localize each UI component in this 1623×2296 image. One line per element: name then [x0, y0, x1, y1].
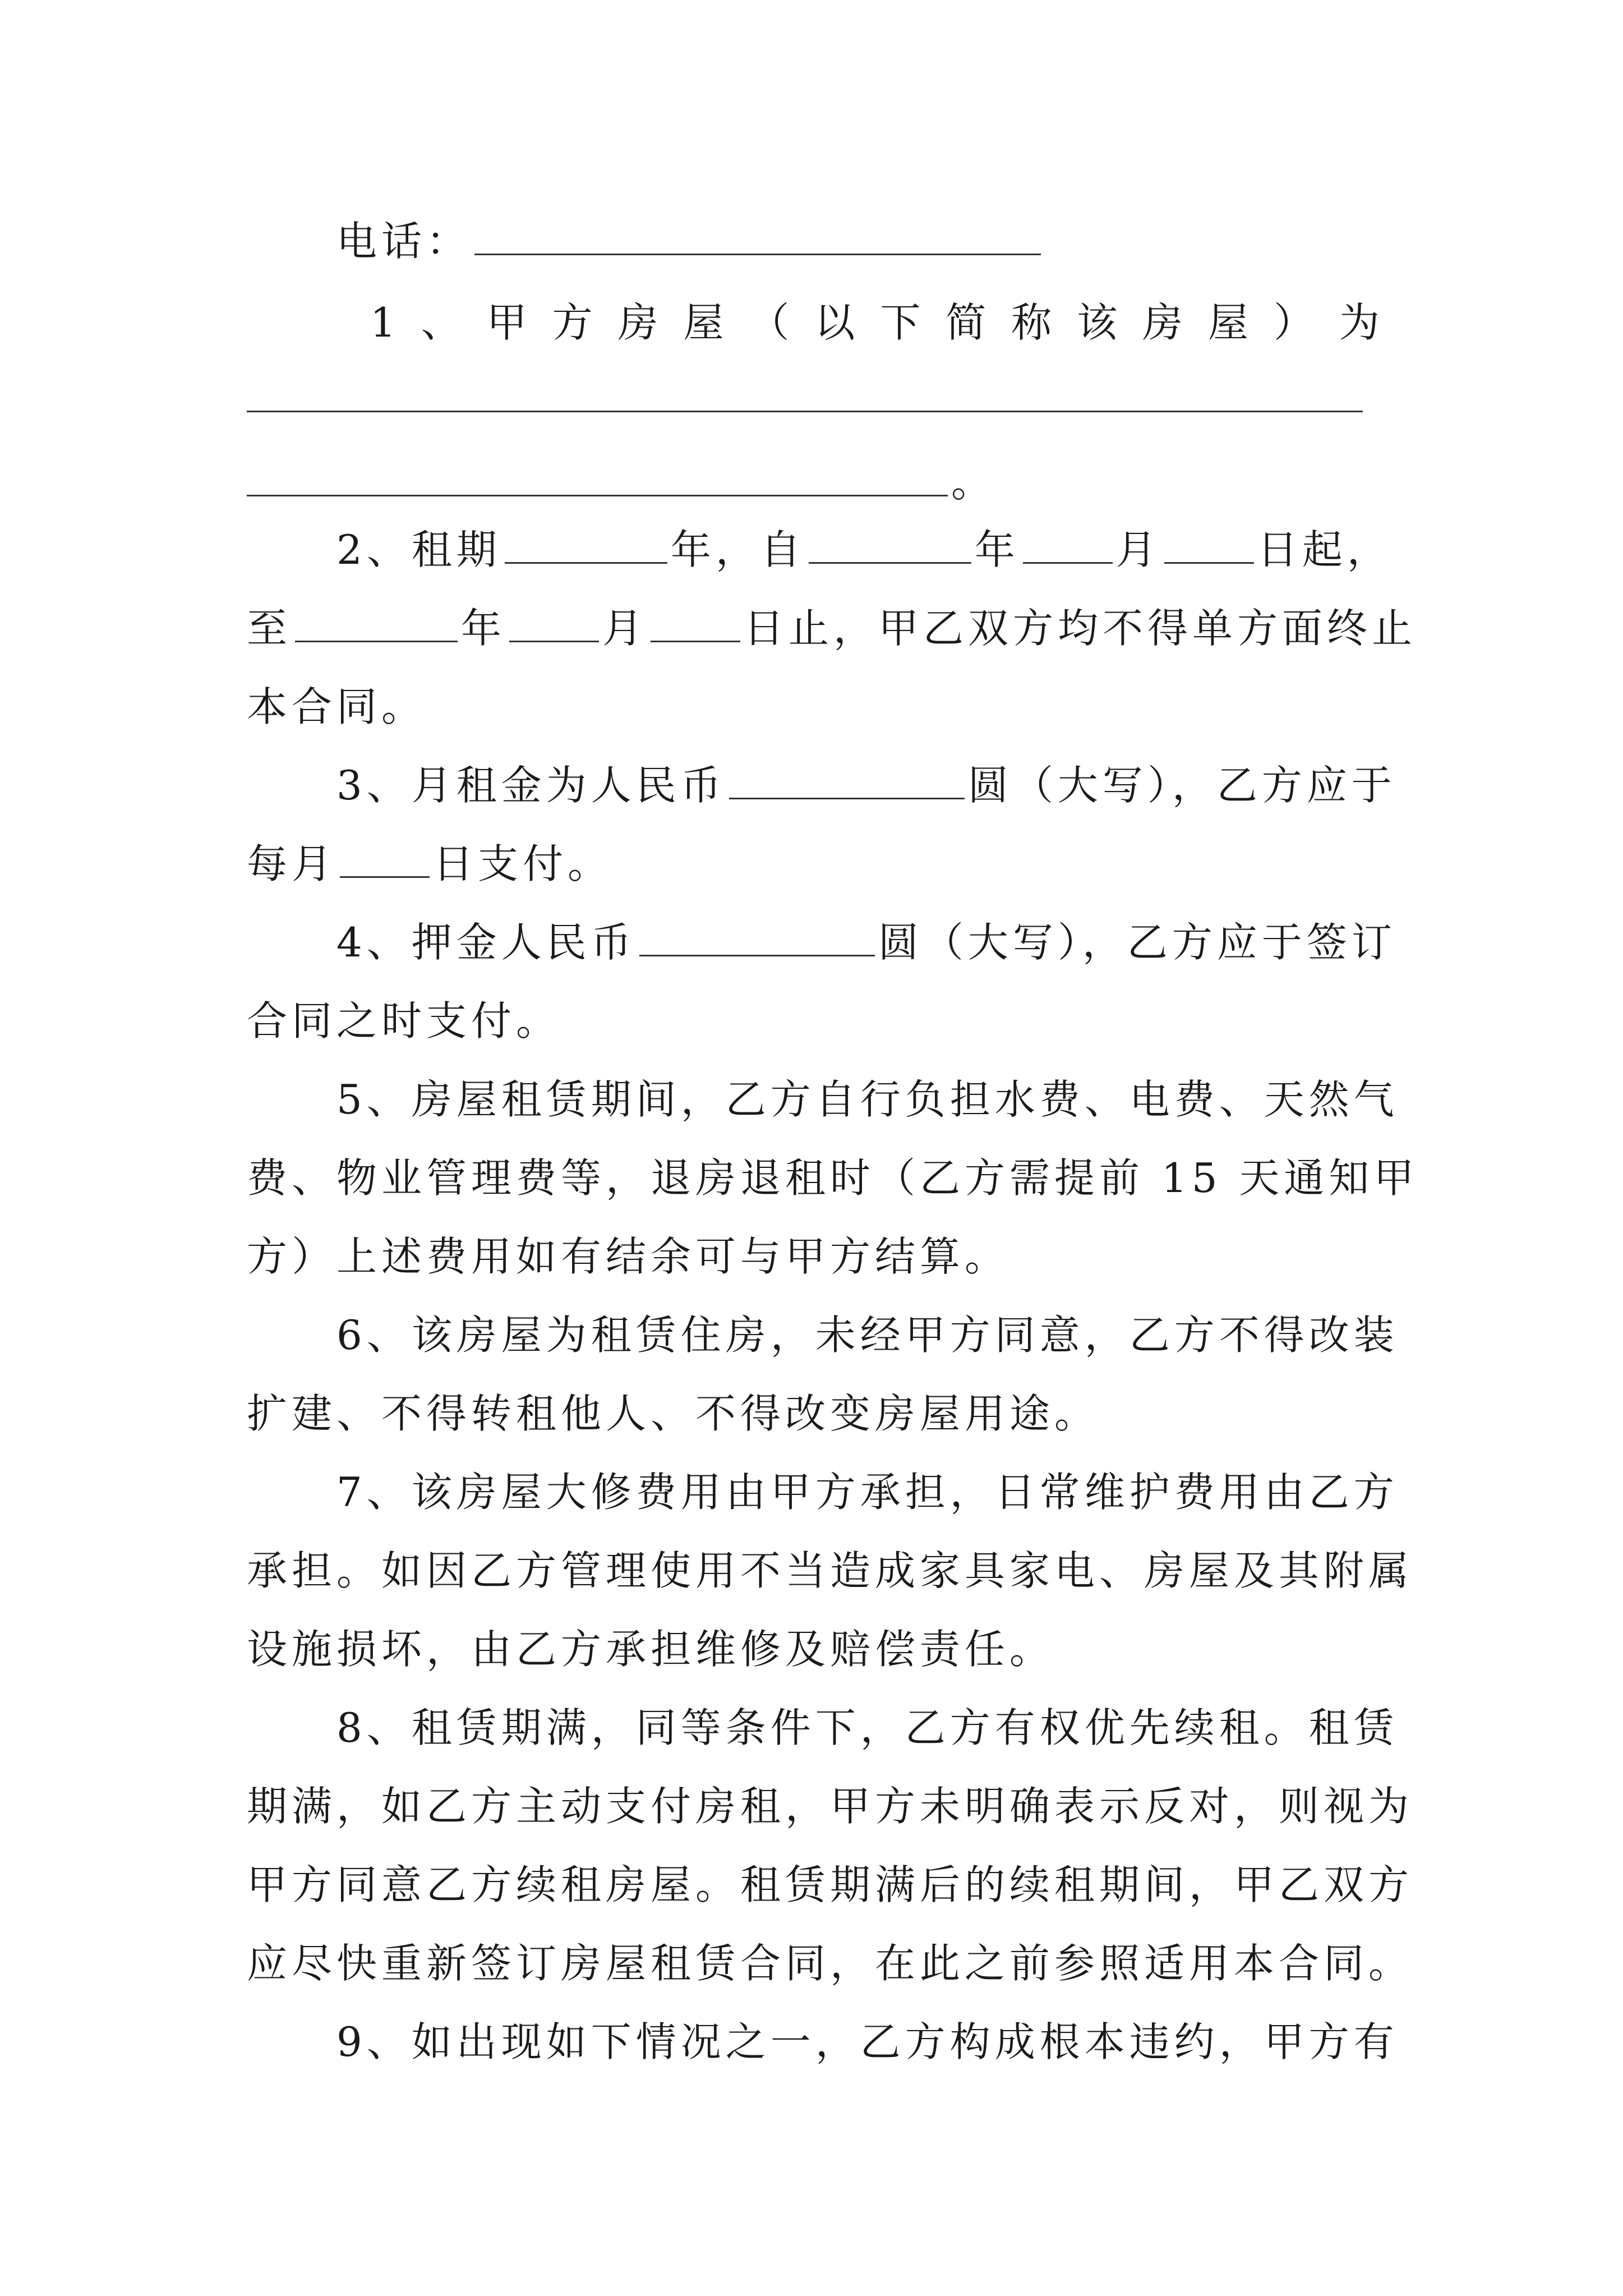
- clause-4-text-a: 4、押金人民币: [336, 919, 636, 966]
- clause-8-line-1: 8、租赁期满，同等条件下，乙方有权优先续租。租赁: [336, 1704, 1399, 1751]
- clause-6-line-2: 扩建、不得转租他人、不得改变房屋用途。: [247, 1390, 1100, 1437]
- clause-4-text-b: 圆（大写），乙方应于签订: [878, 919, 1396, 966]
- clause-1-char: 简: [946, 299, 986, 346]
- clause-2-text-h: 月: [602, 605, 648, 652]
- clause-3-text-c: 每月: [247, 840, 337, 887]
- clause-3-pay-day-blank: [340, 832, 430, 878]
- clause-1-line-2: [247, 443, 1396, 522]
- clause-1-char: 以: [814, 299, 855, 346]
- clause-1-char: 下: [880, 299, 921, 346]
- clause-2-text-a: 2、租期: [336, 526, 501, 573]
- clause-4-deposit-blank: [639, 911, 875, 956]
- clause-5-line-1: 5、房屋租赁期间，乙方自行负担水费、电费、天然气: [336, 1076, 1399, 1123]
- clause-1-char: 该: [1077, 299, 1118, 346]
- clause-2-text-b: 年，自: [670, 526, 805, 573]
- clause-2-text-d: 月: [1115, 526, 1161, 573]
- clause-7-line-3: 设施损坏，由乙方承担维修及赔偿责任。: [247, 1626, 1055, 1673]
- clause-1-char: 称: [1011, 299, 1052, 346]
- clause-3-text-b: 圆（大写），乙方应于: [967, 762, 1396, 809]
- phone-label: 电话：: [336, 218, 472, 265]
- clause-4-line-2: 合同之时支付。: [247, 997, 561, 1045]
- clause-3-text-a: 3、月租金为人民币: [336, 762, 726, 809]
- clause-9-line-1: 9、如出现如下情况之一，乙方构成根本违约，甲方有: [336, 2018, 1399, 2065]
- clause-5-line-3: 方）上述费用如有结余可与甲方结算。: [247, 1233, 1010, 1280]
- clause-1-char: 甲: [486, 299, 527, 346]
- phone-line: [336, 202, 1486, 280]
- clause-2-start-month-blank: [1023, 518, 1113, 564]
- clause-1-char: 屋: [683, 299, 724, 346]
- clause-5-line-2: 费、物业管理费等，退房退租时（乙方需提前 15 天通知甲: [247, 1154, 1419, 1202]
- clause-3-rent-blank: [729, 754, 965, 799]
- clause-2-text-f: 至: [247, 605, 292, 652]
- clause-1-char: 、: [421, 299, 462, 346]
- clause-2-years-blank: [505, 518, 667, 564]
- clause-8-line-3: 甲方同意乙方续租房屋。租赁期满后的续租期间，甲乙双方: [247, 1861, 1414, 1908]
- clause-1-char: 房: [617, 299, 658, 346]
- clause-1-char: 1: [370, 299, 396, 346]
- clause-2-end-day-blank: [651, 597, 740, 642]
- clause-1-char: ）: [1273, 299, 1314, 346]
- clause-2-start-day-blank: [1164, 518, 1254, 564]
- clause-2-end-year-blank: [295, 597, 458, 642]
- clause-4-line-1: [336, 903, 1486, 982]
- clause-2-text-c: 年: [974, 526, 1020, 573]
- clause-1-line: [370, 283, 1380, 362]
- clause-3-text-d: 日支付。: [433, 840, 613, 887]
- clause-3-line-1: [336, 746, 1486, 825]
- clause-8-line-4: 应尽快重新签订房屋租赁合同，在此之前参照适用本合同。: [247, 1940, 1414, 1987]
- clause-1-char: 方: [552, 299, 593, 346]
- clause-1-char: 屋: [1207, 299, 1248, 346]
- clause-1-blank-2: [247, 451, 948, 496]
- clause-7-line-1: 7、该房屋大修费用由甲方承担，日常维护费用由乙方: [336, 1469, 1399, 1516]
- clause-1-char: 房: [1142, 299, 1183, 346]
- clause-1-char: 为: [1339, 299, 1380, 346]
- clause-7-line-2: 承担。如因乙方管理使用不当造成家具家电、房屋及其附属: [247, 1547, 1414, 1594]
- clause-1-end: 。: [951, 459, 997, 506]
- clause-2-text-e: 日起，: [1257, 526, 1392, 573]
- clause-1-blank-1: [247, 411, 1363, 412]
- phone-blank: [474, 210, 1041, 255]
- clause-2-end-month-blank: [509, 597, 599, 642]
- clause-6-line-1: 6、该房屋为租赁住房，未经甲方同意，乙方不得改装: [336, 1312, 1399, 1359]
- clause-2-line-2: [247, 589, 1417, 668]
- clause-2-start-year-blank: [809, 518, 971, 564]
- clause-1-char: （: [749, 299, 790, 346]
- clause-2-line-1: [336, 510, 1486, 589]
- clause-8-line-2: 期满，如乙方主动支付房租，甲方未明确表示反对，则视为: [247, 1783, 1414, 1830]
- clause-2-line-3: 本合同。: [247, 683, 427, 730]
- clause-3-line-2: [247, 825, 1396, 903]
- clause-2-text-g: 年: [461, 605, 506, 652]
- clause-2-text-i: 日止，甲乙双方均不得单方面终止: [744, 605, 1417, 652]
